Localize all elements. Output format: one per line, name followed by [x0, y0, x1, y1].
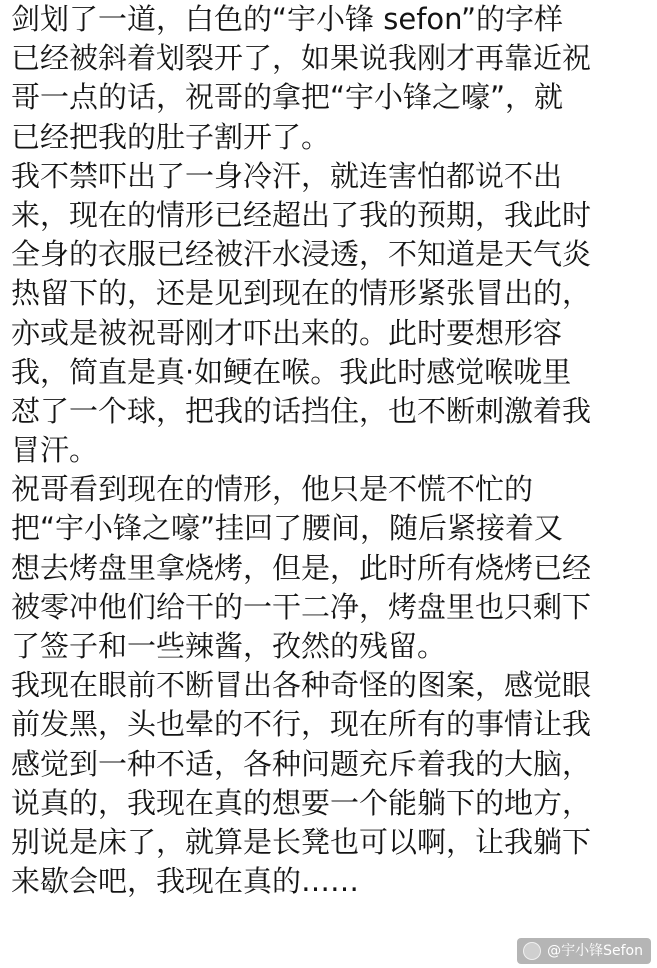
text-line: 我现在眼前不断冒出各种奇怪的图案，感觉眼	[11, 668, 592, 703]
story-text	[11, 0, 656, 901]
text-line: 说真的，我现在真的想要一个能躺下的地方，	[11, 785, 592, 820]
text-line: 我，简直是真·如鲠在喉。我此时感觉喉咙里	[11, 354, 572, 389]
watermark	[517, 938, 651, 964]
text-line: 哥一点的话，祝哥的拿把“宇小锋之嚎”，就	[11, 80, 564, 115]
text-line: 感觉到一种不适，各种问题充斥着我的大脑，	[11, 746, 592, 781]
text-line: 别说是床了，就算是长凳也可以啊，让我躺下	[11, 824, 592, 859]
text-line: 前发黑，头也晕的不行，现在所有的事情让我	[11, 707, 592, 742]
text-line: 来歇会吧，我现在真的……	[11, 864, 360, 899]
text-line: 被零冲他们给干的一干二净，烤盘里也只剩下	[11, 589, 592, 624]
text-line: 我不禁吓出了一身冷汗，就连害怕都说不出	[11, 158, 563, 193]
text-line: 已经被斜着划裂开了，如果说我刚才再靠近祝	[11, 41, 592, 76]
text-line: 想去烤盘里拿烧烤，但是，此时所有烧烤已经	[11, 550, 592, 585]
text-line: 祝哥看到现在的情形，他只是不慌不忙的	[11, 472, 534, 507]
text-line: 剑划了一道，白色的“宇小锋 sefon”的字样	[11, 2, 563, 36]
text-line: 怼了一个球，把我的话挡住，也不断刺激着我	[11, 393, 592, 428]
text-line: 了签子和一些辣酱，孜然的残留。	[11, 629, 447, 663]
text-line: 把“宇小锋之嚎”挂回了腰间，随后紧接着又	[11, 511, 564, 546]
text-line: 来，现在的情形已经超出了我的预期，我此时	[11, 197, 592, 232]
text-line: 冒汗。	[11, 433, 99, 468]
text-line: 全身的衣服已经被汗水浸透，不知道是天气炎	[11, 237, 592, 272]
watermark-text: @宇小锋Sefon	[547, 943, 643, 959]
text-line: 已经把我的肚子割开了。	[11, 119, 331, 154]
text-line: 热留下的，还是见到现在的情形紧张冒出的，	[11, 276, 592, 311]
text-line: 亦或是被祝哥刚才吓出来的。此时要想形容	[11, 315, 563, 350]
weibo-icon	[523, 942, 541, 960]
